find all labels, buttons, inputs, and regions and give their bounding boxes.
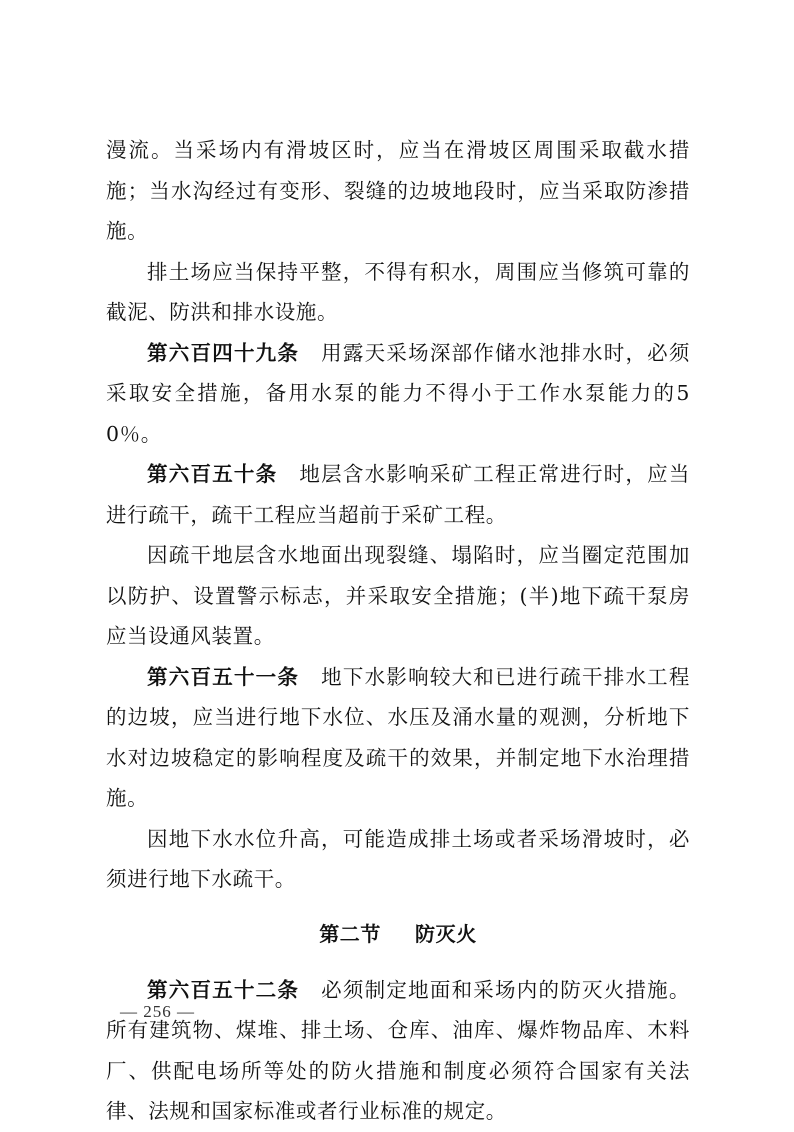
article-number: 第六百五十条 [147,462,278,486]
article-651 [106,657,690,819]
paragraph-text: 因地下水水位升高，可能造成排土场或者采场滑坡时，必须进行地下水疏干。 [106,826,690,891]
article-number: 第六百四十九条 [147,340,300,365]
article-number: 第六百五十一条 [147,664,300,689]
page-content [106,130,690,1132]
paragraph-text: 排土场应当保持平整，不得有积水，周围应当修筑可靠的截泥、防洪和排水设施。 [106,259,690,324]
section-heading [106,914,690,954]
paragraph-7 [106,819,690,900]
article-650 [106,454,690,535]
paragraph-text: 漫流。当采场内有滑坡区时，应当在滑坡区周围采取截水措施；当水沟经过有变形、裂缝的边坡地段时，应当采取防渗措施。 [106,138,690,243]
section-title: 防灭火 [415,921,477,946]
page-number: — 256 — [120,1002,195,1021]
paragraph-text: 用露天采场深部作储水池排水时，必须采取安全措施，备用水泵的能力不得小于工作水泵能力的50％。 [106,340,691,446]
paragraph-text: 必须制定地面和采场内的防灭火措施。所有建筑物、煤堆、排土场、仓库、油库、爆炸物品库、木料厂、供配电场所等处的防火措施和制度必须符合国家有关法律、法规和国家标准或者行业标准的规定。 [106,977,691,1123]
article-652 [106,970,690,1132]
paragraph-5 [106,535,690,657]
section-number: 第二节 [319,921,381,946]
paragraph-text: 地下水影响较大和已进行疏干排水工程的边坡，应当进行地下水位、水压及涌水量的观测，分析地下水对边坡稳定的影响程度及疏干的效果，并制定地下水治理措施。 [106,664,691,810]
article-number: 第六百五十二条 [147,977,300,1002]
paragraph-text: 因疏干地层含水地面出现裂缝、塌陷时，应当圈定范围加以防护、设置警示标志，并采取安全措施；(半)地下疏干泵房应当设通风装置。 [106,543,690,648]
paragraph-2 [106,252,690,333]
article-649 [106,333,690,455]
paragraph-text: 地层含水影响采矿工程正常进行时，应当进行疏干，疏干工程应当超前于采矿工程。 [106,462,690,527]
paragraph-1 [106,130,690,252]
